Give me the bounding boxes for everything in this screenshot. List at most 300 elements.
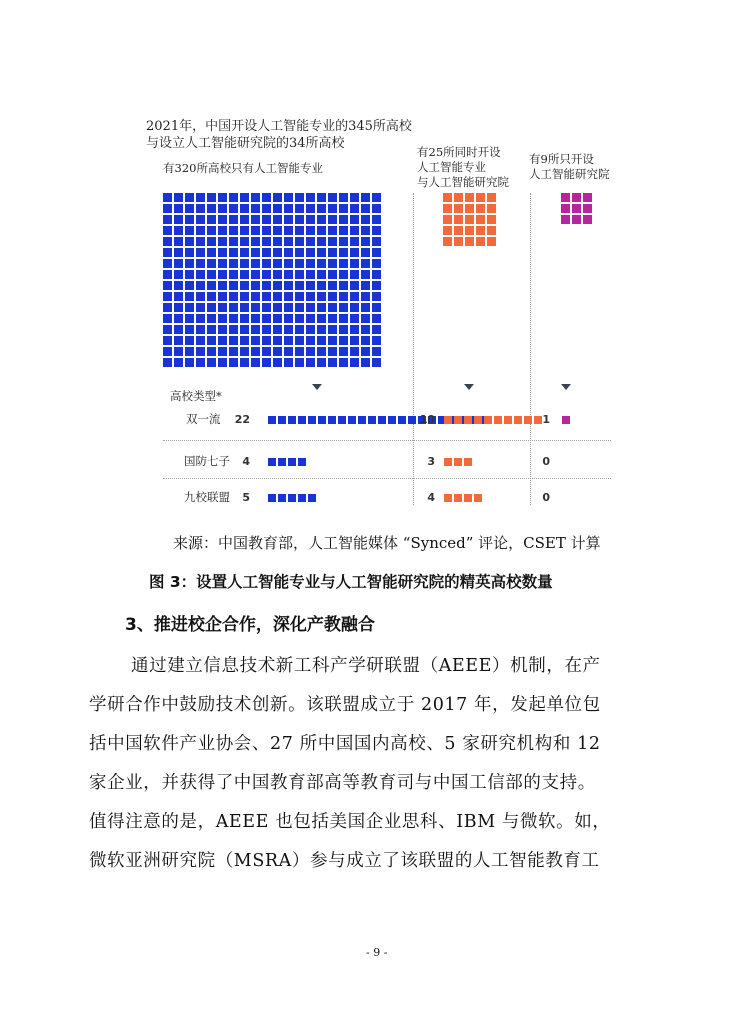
waffle-square bbox=[350, 259, 359, 268]
waffle-square bbox=[284, 215, 293, 224]
waffle-square bbox=[207, 259, 216, 268]
waffle-square bbox=[174, 347, 183, 356]
waffle-square bbox=[196, 204, 205, 213]
waffle-square bbox=[273, 292, 282, 301]
waffle-square bbox=[372, 325, 381, 334]
waffle-square bbox=[317, 358, 326, 367]
waffle-square bbox=[306, 347, 315, 356]
row-square bbox=[454, 494, 462, 502]
row-square bbox=[328, 416, 336, 424]
waffle-square bbox=[306, 226, 315, 235]
waffle-square bbox=[218, 193, 227, 202]
waffle-square bbox=[350, 292, 359, 301]
waffle-square bbox=[207, 336, 216, 345]
row-square bbox=[464, 494, 472, 502]
waffle-square bbox=[295, 336, 304, 345]
waffle-square bbox=[465, 193, 474, 202]
waffle-square bbox=[262, 347, 271, 356]
waffle-square bbox=[163, 281, 172, 290]
row-value: 4 bbox=[242, 455, 250, 468]
waffle-square bbox=[240, 336, 249, 345]
waffle-square bbox=[207, 314, 216, 323]
waffle-square bbox=[372, 215, 381, 224]
waffle-square bbox=[262, 292, 271, 301]
waffle-square bbox=[454, 215, 463, 224]
row-square bbox=[378, 416, 386, 424]
waffle-square bbox=[185, 325, 194, 334]
waffle-square bbox=[443, 215, 452, 224]
waffle-square bbox=[229, 215, 238, 224]
waffle-square bbox=[372, 270, 381, 279]
waffle-square bbox=[240, 248, 249, 257]
waffle-square bbox=[328, 292, 337, 301]
waffle-square bbox=[163, 248, 172, 257]
waffle-square bbox=[361, 204, 370, 213]
waffle-square bbox=[372, 303, 381, 312]
waffle-square bbox=[185, 358, 194, 367]
waffle-square bbox=[350, 336, 359, 345]
waffle-square bbox=[251, 204, 260, 213]
row-square bbox=[464, 458, 472, 466]
waffle-square bbox=[207, 226, 216, 235]
down-triangle-icon bbox=[464, 384, 474, 390]
waffle-square bbox=[372, 226, 381, 235]
waffle-square bbox=[572, 193, 581, 202]
paragraph-line: 家企业，并获得了中国教育部高等教育司与中国工信部的支持。 bbox=[89, 773, 596, 793]
waffle-square bbox=[306, 259, 315, 268]
waffle-square bbox=[251, 193, 260, 202]
waffle-square bbox=[339, 193, 348, 202]
waffle-square bbox=[240, 193, 249, 202]
waffle-square bbox=[284, 358, 293, 367]
waffle-square bbox=[163, 226, 172, 235]
paragraph-line: 值得注意的是，AEEE 也包括美国企业思科、IBM 与微软。如， bbox=[89, 812, 611, 832]
waffle-square bbox=[339, 303, 348, 312]
waffle-square bbox=[372, 281, 381, 290]
waffle-square bbox=[328, 358, 337, 367]
waffle-square bbox=[328, 336, 337, 345]
row-square bbox=[308, 494, 316, 502]
waffle-square bbox=[273, 237, 282, 246]
row-square bbox=[298, 416, 306, 424]
waffle-square bbox=[317, 303, 326, 312]
waffle-square bbox=[317, 215, 326, 224]
waffle-square bbox=[350, 358, 359, 367]
waffle-square bbox=[262, 336, 271, 345]
waffle-square bbox=[218, 358, 227, 367]
waffle-square bbox=[317, 347, 326, 356]
waffle-square bbox=[218, 204, 227, 213]
waffle-square bbox=[185, 259, 194, 268]
waffle-square bbox=[251, 358, 260, 367]
waffle-square bbox=[273, 215, 282, 224]
waffle-square bbox=[583, 215, 592, 224]
waffle-square bbox=[229, 248, 238, 257]
row-square bbox=[268, 494, 276, 502]
paragraph-line: 微软亚洲研究院（MSRA）参与成立了该联盟的人工智能教育工 bbox=[89, 851, 600, 871]
waffle-square bbox=[572, 215, 581, 224]
waffle-square bbox=[372, 292, 381, 301]
waffle-square bbox=[339, 259, 348, 268]
row-square bbox=[278, 458, 286, 466]
waffle-square bbox=[372, 237, 381, 246]
waffle-square bbox=[207, 292, 216, 301]
waffle-square bbox=[295, 248, 304, 257]
waffle-square bbox=[476, 193, 485, 202]
row-square bbox=[368, 416, 376, 424]
waffle-square bbox=[262, 193, 271, 202]
waffle-square bbox=[251, 248, 260, 257]
waffle-square bbox=[196, 292, 205, 301]
waffle-square bbox=[284, 336, 293, 345]
waffle-square bbox=[207, 248, 216, 257]
waffle-square bbox=[350, 270, 359, 279]
row-value: 10 bbox=[419, 413, 435, 426]
waffle-square bbox=[328, 248, 337, 257]
waffle-square bbox=[273, 303, 282, 312]
waffle-square bbox=[350, 226, 359, 235]
waffle-square bbox=[273, 281, 282, 290]
waffle-square bbox=[328, 347, 337, 356]
row-square bbox=[348, 416, 356, 424]
waffle-square bbox=[443, 237, 452, 246]
waffle-square bbox=[361, 314, 370, 323]
waffle-square bbox=[262, 237, 271, 246]
column-header-both-line2: 人工智能专业 bbox=[417, 160, 486, 174]
waffle-square bbox=[361, 292, 370, 301]
waffle-square bbox=[339, 215, 348, 224]
waffle-square bbox=[350, 193, 359, 202]
waffle-square bbox=[284, 303, 293, 312]
waffle-square bbox=[185, 193, 194, 202]
waffle-square bbox=[196, 347, 205, 356]
waffle-square bbox=[295, 259, 304, 268]
waffle-square bbox=[372, 314, 381, 323]
waffle-square bbox=[476, 204, 485, 213]
waffle-square bbox=[465, 237, 474, 246]
waffle-square bbox=[317, 248, 326, 257]
waffle-square bbox=[218, 281, 227, 290]
waffle-square bbox=[295, 237, 304, 246]
row-value: 22 bbox=[234, 413, 250, 426]
waffle-square bbox=[262, 259, 271, 268]
waffle-square bbox=[454, 237, 463, 246]
row-value: 4 bbox=[427, 491, 435, 504]
waffle-square bbox=[240, 292, 249, 301]
waffle-square bbox=[196, 358, 205, 367]
waffle-square bbox=[229, 314, 238, 323]
waffle-square bbox=[273, 358, 282, 367]
waffle-square bbox=[317, 237, 326, 246]
waffle-square bbox=[454, 193, 463, 202]
waffle-square bbox=[361, 303, 370, 312]
waffle-square bbox=[487, 237, 496, 246]
row-square bbox=[444, 458, 452, 466]
waffle-square bbox=[185, 336, 194, 345]
waffle-square bbox=[251, 325, 260, 334]
waffle-square bbox=[185, 215, 194, 224]
waffle-square bbox=[262, 325, 271, 334]
waffle-square bbox=[207, 193, 216, 202]
waffle-square bbox=[350, 237, 359, 246]
waffle-square bbox=[284, 259, 293, 268]
waffle-square bbox=[229, 259, 238, 268]
waffle-square bbox=[185, 248, 194, 257]
row-label: 双一流 bbox=[186, 412, 221, 426]
waffle-square bbox=[229, 270, 238, 279]
waffle-square bbox=[361, 259, 370, 268]
waffle-square bbox=[240, 270, 249, 279]
waffle-square bbox=[196, 215, 205, 224]
row-square bbox=[298, 458, 306, 466]
waffle-square bbox=[350, 281, 359, 290]
waffle-square bbox=[443, 226, 452, 235]
waffle-square bbox=[185, 226, 194, 235]
waffle-square bbox=[240, 237, 249, 246]
waffle-square bbox=[317, 226, 326, 235]
waffle-square bbox=[174, 204, 183, 213]
waffle-square bbox=[229, 358, 238, 367]
row-square bbox=[514, 416, 522, 424]
waffle-square bbox=[306, 358, 315, 367]
row-header: 高校类型* bbox=[170, 389, 222, 403]
row-squares bbox=[562, 416, 570, 424]
waffle-square bbox=[583, 204, 592, 213]
waffle-square bbox=[207, 347, 216, 356]
waffle-square bbox=[561, 204, 570, 213]
waffle-square bbox=[295, 303, 304, 312]
waffle-square bbox=[284, 226, 293, 235]
waffle-square bbox=[174, 292, 183, 301]
waffle-square bbox=[372, 347, 381, 356]
waffle-square bbox=[196, 303, 205, 312]
row-square bbox=[308, 416, 316, 424]
waffle-square bbox=[306, 314, 315, 323]
paragraph-line: 括中国软件产业协会、27 所中国国内高校、5 家研究机构和 12 bbox=[89, 734, 601, 754]
waffle-square bbox=[273, 325, 282, 334]
waffle-square bbox=[218, 226, 227, 235]
waffle-square bbox=[218, 303, 227, 312]
waffle-square bbox=[163, 325, 172, 334]
waffle-square bbox=[196, 193, 205, 202]
waffle-square bbox=[328, 281, 337, 290]
row-label: 国防七子 bbox=[184, 454, 230, 468]
row-square bbox=[504, 416, 512, 424]
waffle-square bbox=[487, 193, 496, 202]
waffle-square bbox=[306, 303, 315, 312]
row-label: 九校联盟 bbox=[184, 490, 230, 504]
waffle-square bbox=[185, 270, 194, 279]
waffle-square bbox=[207, 303, 216, 312]
row-squares bbox=[444, 494, 482, 502]
waffle-square bbox=[317, 259, 326, 268]
waffle-square bbox=[306, 281, 315, 290]
down-triangle-icon bbox=[312, 384, 322, 390]
row-square bbox=[288, 458, 296, 466]
waffle-square bbox=[350, 215, 359, 224]
figure-caption: 图 3：设置人工智能专业与人工智能研究院的精英高校数量 bbox=[149, 573, 553, 591]
waffle-square bbox=[218, 237, 227, 246]
waffle-square bbox=[163, 204, 172, 213]
waffle-square bbox=[284, 314, 293, 323]
waffle-square bbox=[207, 237, 216, 246]
waffle-square bbox=[262, 226, 271, 235]
row-squares bbox=[268, 494, 316, 502]
column-header-ai-major-only: 有320所高校只有人工智能专业 bbox=[163, 161, 323, 175]
waffle-square bbox=[317, 292, 326, 301]
waffle-square bbox=[339, 314, 348, 323]
waffle-square bbox=[218, 259, 227, 268]
waffle-square bbox=[372, 193, 381, 202]
waffle-square bbox=[317, 325, 326, 334]
row-square bbox=[268, 458, 276, 466]
waffle-square bbox=[207, 270, 216, 279]
waffle-square bbox=[476, 237, 485, 246]
waffle-square bbox=[454, 226, 463, 235]
waffle-square bbox=[295, 292, 304, 301]
row-square bbox=[268, 416, 276, 424]
waffle-square bbox=[306, 248, 315, 257]
row-divider bbox=[163, 478, 611, 479]
waffle-square bbox=[361, 281, 370, 290]
waffle-square bbox=[372, 204, 381, 213]
waffle-square bbox=[454, 204, 463, 213]
waffle-square bbox=[174, 325, 183, 334]
waffle-square bbox=[295, 204, 304, 213]
waffle-square bbox=[240, 226, 249, 235]
waffle-square bbox=[262, 314, 271, 323]
waffle-square bbox=[273, 204, 282, 213]
waffle-square bbox=[251, 314, 260, 323]
waffle-square bbox=[295, 358, 304, 367]
waffle-square bbox=[306, 336, 315, 345]
waffle-square bbox=[339, 336, 348, 345]
waffle-square bbox=[207, 325, 216, 334]
waffle-square bbox=[174, 259, 183, 268]
waffle-square bbox=[218, 336, 227, 345]
waffle-square bbox=[295, 281, 304, 290]
row-square bbox=[278, 416, 286, 424]
waffle-square bbox=[295, 193, 304, 202]
waffle-square bbox=[361, 270, 370, 279]
waffle-square bbox=[174, 193, 183, 202]
waffle-square bbox=[229, 292, 238, 301]
waffle-square bbox=[328, 226, 337, 235]
waffle-square bbox=[284, 248, 293, 257]
waffle-square bbox=[273, 336, 282, 345]
figure-title-line2: 与设立人工智能研究院的34所高校 bbox=[146, 136, 345, 151]
waffle-square bbox=[229, 303, 238, 312]
waffle-square bbox=[306, 193, 315, 202]
waffle-square bbox=[174, 314, 183, 323]
waffle-square bbox=[372, 248, 381, 257]
waffle-square bbox=[229, 347, 238, 356]
column-header-both-line3: 与人工智能研究院 bbox=[417, 175, 509, 189]
waffle-square bbox=[328, 204, 337, 213]
waffle-square bbox=[328, 259, 337, 268]
paragraph-line: 学研合作中鼓励技术创新。该联盟成立于 2017 年，发起单位包 bbox=[89, 695, 601, 715]
waffle-square bbox=[262, 215, 271, 224]
section-heading: 3、推进校企合作，深化产教融合 bbox=[125, 615, 375, 635]
waffle-square bbox=[465, 226, 474, 235]
waffle-square bbox=[163, 292, 172, 301]
waffle-square bbox=[174, 358, 183, 367]
waffle-square bbox=[443, 204, 452, 213]
waffle-square bbox=[229, 325, 238, 334]
waffle-square bbox=[251, 292, 260, 301]
waffle-square bbox=[572, 204, 581, 213]
row-square bbox=[288, 416, 296, 424]
waffle-square bbox=[196, 325, 205, 334]
waffle-square bbox=[163, 347, 172, 356]
waffle-square bbox=[350, 347, 359, 356]
waffle-square bbox=[339, 204, 348, 213]
waffle-square bbox=[174, 237, 183, 246]
waffle-grid-both bbox=[443, 193, 496, 246]
waffle-square bbox=[174, 281, 183, 290]
waffle-square bbox=[295, 215, 304, 224]
waffle-square bbox=[561, 215, 570, 224]
waffle-square bbox=[306, 204, 315, 213]
waffle-square bbox=[240, 358, 249, 367]
waffle-square bbox=[317, 281, 326, 290]
waffle-square bbox=[229, 281, 238, 290]
column-header-institute-only-line1: 有9所只开设 bbox=[529, 152, 594, 166]
waffle-square bbox=[218, 215, 227, 224]
waffle-square bbox=[465, 204, 474, 213]
waffle-square bbox=[240, 259, 249, 268]
waffle-square bbox=[240, 303, 249, 312]
waffle-square bbox=[207, 281, 216, 290]
column-header-both-line1: 有25所同时开设 bbox=[417, 145, 501, 159]
waffle-square bbox=[372, 336, 381, 345]
waffle-square bbox=[251, 237, 260, 246]
column-header-institute-only-line2: 人工智能研究院 bbox=[529, 167, 610, 181]
waffle-square bbox=[487, 226, 496, 235]
waffle-square bbox=[487, 215, 496, 224]
waffle-square bbox=[196, 281, 205, 290]
waffle-square bbox=[328, 325, 337, 334]
waffle-square bbox=[284, 270, 293, 279]
waffle-square bbox=[196, 259, 205, 268]
waffle-square bbox=[328, 193, 337, 202]
row-value: 1 bbox=[542, 413, 550, 426]
waffle-square bbox=[284, 347, 293, 356]
waffle-square bbox=[229, 336, 238, 345]
waffle-square bbox=[251, 303, 260, 312]
waffle-square bbox=[185, 303, 194, 312]
waffle-square bbox=[306, 237, 315, 246]
waffle-square bbox=[163, 336, 172, 345]
row-square bbox=[298, 494, 306, 502]
waffle-square bbox=[306, 292, 315, 301]
waffle-square bbox=[295, 270, 304, 279]
waffle-square bbox=[251, 215, 260, 224]
waffle-square bbox=[207, 215, 216, 224]
waffle-square bbox=[163, 259, 172, 268]
waffle-square bbox=[328, 303, 337, 312]
waffle-square bbox=[339, 325, 348, 334]
waffle-square bbox=[339, 226, 348, 235]
waffle-square bbox=[361, 237, 370, 246]
waffle-square bbox=[174, 270, 183, 279]
waffle-square bbox=[284, 193, 293, 202]
waffle-square bbox=[317, 193, 326, 202]
waffle-square bbox=[328, 237, 337, 246]
waffle-square bbox=[207, 204, 216, 213]
waffle-square bbox=[361, 358, 370, 367]
waffle-square bbox=[218, 325, 227, 334]
